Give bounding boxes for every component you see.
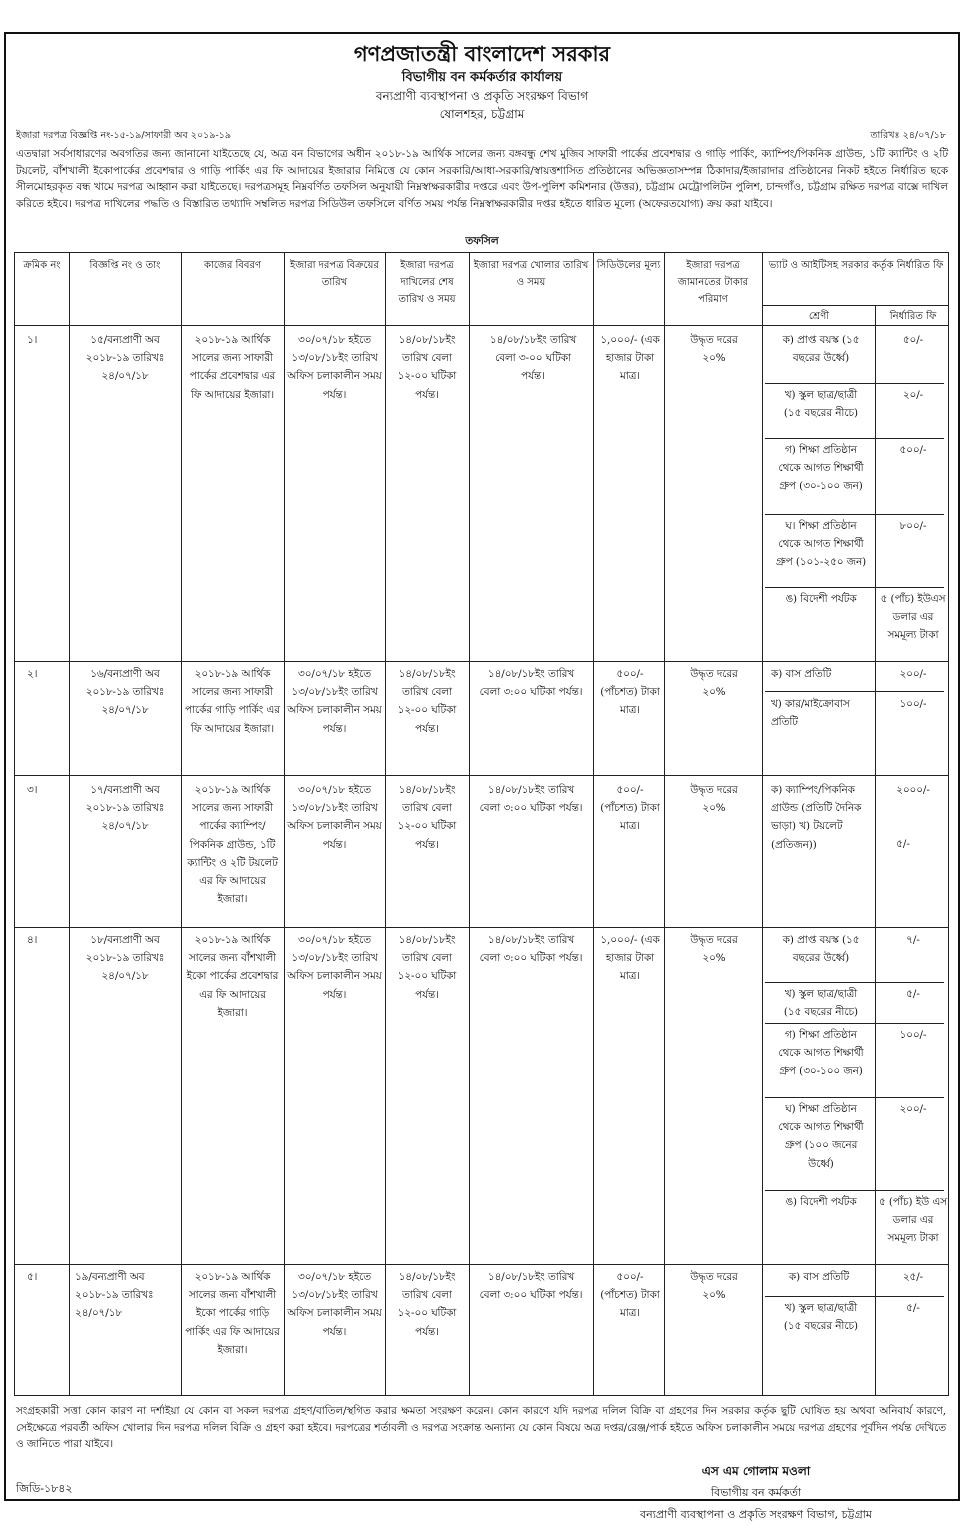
- row-security: উদ্ধৃত দরের ২০%: [690, 1271, 738, 1302]
- fee-category: খ) স্কুল ছাত্র/ছাত্রী (১৫ বছরের নীচে): [783, 389, 859, 420]
- division-name: বন্যপ্রাণী ব্যবস্থাপনা ও প্রকৃতি সংরক্ষণ বিভাগ: [375, 89, 589, 103]
- fee-amount: ৫/-: [906, 1302, 920, 1314]
- col-header-description: কাজের বিবরণ: [203, 260, 262, 271]
- row-serial: ৪।: [27, 934, 38, 946]
- row-sale-date: ৩০/০৭/১৮ হইতে ১৩/০৮/১৮ইং তারিখ অফিস চলাকালীন সময় পর্যন্ত।: [287, 668, 382, 735]
- row-sale-date: ৩০/০৭/১৮ হইতে ১৩/০৮/১৮ইং তারিখ অফিস চলাকালীন সময় পর্যন্ত।: [287, 934, 382, 1001]
- row-open-date: ১৪/০৮/১৮ইং তারিখ বেলা ৩-০০ ঘটিকা পর্যন্ত।: [489, 334, 577, 383]
- row-open-date: ১৪/০৮/১৮ইং তারিখ বেলা ৩:০০ ঘটিকা পর্যন্ত।: [479, 1271, 583, 1302]
- col-header-notice: বিজ্ঞপ্তি নং ও তাং: [89, 260, 161, 271]
- row-open-date: ১৪/০৮/১৮ইং তারিখ বেলা ৩:০০ ঘটিকা পর্যন্ত।: [479, 784, 583, 815]
- fee-amount: ২০০/-: [899, 1103, 927, 1115]
- reference-number: ইজারা দরপত্র বিজ্ঞপ্তি নং-১৫-১৯/সাফারী অব ২০১৯-১৯: [16, 130, 231, 141]
- office-location: ষোলশহর, চট্টগ্রাম: [439, 107, 525, 121]
- fee-category: গ) শিক্ষা প্রতিষ্ঠান থেকে আগত শিক্ষার্থী গ্রুপ (৩০-১০০ জন): [778, 1029, 864, 1078]
- row-serial: ৩।: [27, 784, 38, 796]
- office-title: বিভাগীয় বন কর্মকর্তার কার্যালয়: [401, 70, 563, 85]
- fee-category: ক) বাস প্রতিটি: [788, 1271, 850, 1283]
- fee-category: ক) প্রাপ্ত বয়স্ক (১৫ বছরের উর্ধ্বে): [782, 934, 860, 965]
- col-header-schedule-price: সিডিউলের মূল্য: [596, 260, 661, 271]
- fee-amount: ২০/-: [902, 389, 924, 401]
- fee-category: ক) প্রাপ্ত বয়স্ক (১৫ বছরের উর্ধ্বে): [782, 334, 860, 365]
- officer-office: বন্যপ্রাণী ব্যবস্থাপনা ও প্রকৃতি সংরক্ষণ বিভাগ, চট্টগ্রাম: [640, 1508, 872, 1521]
- schedule-table: [14, 252, 949, 1396]
- col-header-security: ইজারা দরপত্র জামানতের টাকার পরিমাণ: [677, 260, 749, 305]
- fee-amount: ৭/-: [906, 934, 920, 946]
- fee-amount: ২০০০/-: [896, 784, 930, 796]
- col-header-sale-date: ইজারা দরপত্র বিক্রয়ের তারিখ: [290, 260, 379, 288]
- govt-title: গণপ্রজাতন্ত্রী বাংলাদেশ সরকার: [353, 41, 611, 66]
- fee-amount: ৫০/-: [902, 334, 924, 346]
- reference-line: [16, 128, 946, 144]
- fee-category: খ) স্কুল ছাত্র/ছাত্রী (১৫ বছরের নীচে): [783, 988, 859, 1019]
- fee-amount: ১০০/-: [899, 1029, 927, 1041]
- row-notice: ১৯/বন্যপ্রাণী অব ২০১৮-১৯ তারিখঃ ২৪/০৭/১৮: [75, 1271, 154, 1320]
- row-security: উদ্ধৃত দরের ২০%: [690, 668, 738, 699]
- row-submit-date: ১৪/০৮/১৮ইং তারিখ বেলা ১২-০০ ঘটিকা পর্যন্ত।: [397, 934, 457, 1001]
- header: [6, 40, 958, 123]
- row-sale-date: ৩০/০৭/১৮ হইতে ১৩/০৮/১৮ইং তারিখ অফিস চলাকালীন সময় পর্যন্ত।: [287, 334, 382, 401]
- signature-block: [566, 1460, 946, 1526]
- row-security: উদ্ধৃত দরের ২০%: [690, 934, 738, 965]
- row-serial: ৫।: [27, 1271, 38, 1283]
- row-notice: ১৮/বন্যপ্রাণী অব ২০১৮-১৯ তারিখঃ ২৪/০৭/১৮: [85, 934, 165, 983]
- row-description: ২০১৮-১৯ আর্থিক সালের জন্য সাফারী পার্কের প্রবেশদ্বার এর ফি আদায়ের ইজারা।: [189, 334, 276, 401]
- col-header-fee: ভ্যাট ও আইটিসহ সরকার কর্তৃক নির্ধারিত ফি: [768, 260, 944, 271]
- fee-amount: ৫ (পাঁচ) ইউএস ডলার এর সমমূল্য টাকা: [880, 593, 946, 642]
- row-description: ২০১৮-১৯ আর্থিক সালের জন্য বাঁশখালী ইকো পার্কের গাড়ি পার্কিং এর ফি আদায়ের ইজারা।: [185, 1271, 280, 1356]
- fee-category: খ) কার/মাইক্রোবাস প্রতিটি: [771, 698, 850, 729]
- row-submit-date: ১৪/০৮/১৮ইং তারিখ বেলা ১২-০০ ঘটিকা পর্যন্ত।: [397, 784, 457, 851]
- row-serial: ২।: [27, 668, 38, 680]
- row-schedule-price: ৫০০/- (পাঁচশত) টাকা মাত্র।: [600, 784, 660, 833]
- row-open-date: ১৪/০৮/১৮ইং তারিখ বেলা ৩:০০ ঘটিকা পর্যন্ত।: [479, 668, 583, 699]
- fee-amount: ২০০/-: [899, 668, 927, 680]
- row-submit-date: ১৪/০৮/১৮ইং তারিখ বেলা ১২-০০ ঘটিকা পর্যন্ত।: [397, 334, 457, 401]
- notice-page: [4, 32, 960, 1521]
- row-sale-date: ৩০/০৭/১৮ হইতে ১৩/০৮/১৮ইং তারিখ অফিস চলাকালীন সময় পর্যন্ত।: [287, 1271, 382, 1338]
- officer-designation: বিভাগীয় বন কর্মকর্তা: [710, 1486, 802, 1499]
- row-security: উদ্ধৃত দরের ২০%: [690, 784, 738, 815]
- row-notice: ১৭/বন্যপ্রাণী অব ২০১৮-১৯ তারিখঃ ২৪/০৭/১৮: [85, 784, 165, 833]
- fee-category: ক) ক্যাম্পিং/পিকনিক গ্রাউন্ড (প্রতিটি দৈনিক ভাড়া) খ) টয়লেট (প্রতিজন)): [771, 784, 862, 851]
- fee-category: গ) শিক্ষা প্রতিষ্ঠান থেকে আগত শিক্ষার্থী গ্রুপ (৩০-১০০ জন): [778, 444, 864, 493]
- col-header-submit-date: ইজারা দরপত্র দাখিলের শেষ তারিখ ও সময়: [398, 260, 456, 305]
- row-security: উদ্ধৃত দরের ২০%: [690, 334, 738, 365]
- row-notice: ১৫/বন্যপ্রাণী অব ২০১৮-১৯ তারিখঃ ২৪/০৭/১৮: [85, 334, 165, 383]
- officer-name: এস এম গোলাম মওলা: [701, 1464, 811, 1478]
- row-sale-date: ৩০/০৭/১৮ হইতে ১৩/০৮/১৮ইং তারিখ অফিস চলাকালীন সময় পর্যন্ত।: [287, 784, 382, 851]
- gd-number: জিডি-১৮৪২: [16, 1482, 73, 1495]
- schedule-title: তফসিল: [465, 235, 499, 247]
- fee-amount: ৫/-: [906, 988, 920, 1000]
- fee-amount: ৫/-: [896, 838, 910, 850]
- row-submit-date: ১৪/০৮/১৮ইং তারিখ বেলা ১২-০০ ঘটিকা পর্যন্ত।: [397, 668, 457, 735]
- row-schedule-price: ৫০০/- (পাঁচশত) টাকা মাত্র।: [600, 668, 660, 717]
- fee-category: খ) স্কুল ছাত্র/ছাত্রী (১৫ বছরের নীচে): [783, 1302, 859, 1333]
- row-description: ২০১৮-১৯ আর্থিক সালের জন্য সাফারী পার্কের ক্যাম্পিং/পিকনিক গ্রাউন্ড, ১টি ক্যান্টিং ও ২টি টয়লেট এর ফি আদায়ের ইজারা।: [187, 784, 278, 906]
- terms-paragraph: সংগ্রহকারী সত্তা কোন কারণ না দর্শাইয়া যে কোন বা সকল দরপত্র গ্রহণ/বাতিল/স্থগিত করার ক্ষমতা সংরক্ষণ করেন। কোন কারণে যদি দরপত্র দলিল বিক্রি বা গ্রহণের দিন সরকার কর্তৃক ছুটি ঘোষিত হয় অথবা অনিবার্য কারণে, সেইক্ষেত্রে পরবর্তী অফিস খোলার দিন দরপত্র দলিল বিক্রি ও গ্রহণ করা হইবে। দরপত্রের শর্তাবলী ও দরপত্র সংক্রান্ত অন্যান্য যে কোন বিষয়ে অত্র দপ্তর/রেঞ্জ/পার্ক হইতে অফিস চলাকালীন সময়ে দরপত্র গ্রহণের পূর্বদিন পর্যন্ত দেখিতে ও জানিতে পারা যাইবে।: [16, 1405, 946, 1450]
- fee-category: ঘ) শিক্ষা প্রতিষ্ঠান থেকে আগত শিক্ষার্থী গ্রুপ (১০০ জনের উর্ধ্বে): [778, 1103, 864, 1170]
- fee-category: ঙ) বিদেশী পর্যটক: [785, 1196, 857, 1208]
- fee-amount: ৫ (পাঁচ) ইউ এস ডলার এর সমমূল্য টাকা: [878, 1196, 948, 1245]
- fee-amount: ৫০০/-: [899, 444, 927, 456]
- col-header-open-date: ইজারা দরপত্র খোলার তারিখ ও সময়: [473, 260, 589, 288]
- fee-amount: ২৫/-: [902, 1271, 924, 1283]
- fee-amount: ১০০/-: [899, 698, 927, 710]
- col-header-serial: ক্রমিক নং: [23, 260, 61, 271]
- row-schedule-price: ১,০০০/- (এক হাজার টাকা মাত্র।: [600, 934, 660, 983]
- fee-category: ঘ। শিক্ষা প্রতিষ্ঠান থেকে আগত শিক্ষার্থী গ্রুপ (১০১-২৫০ জন): [775, 520, 867, 569]
- row-notice: ১৬/বন্যপ্রাণী অব ২০১৮-১৯ তারিখঃ ২৪/০৭/১৮: [85, 668, 165, 717]
- fee-category: ক) বাস প্রতিটি: [771, 668, 832, 680]
- row-description: ২০১৮-১৯ আর্থিক সালের জন্য বাঁশখালী ইকো পার্কের প্রবেশদ্বার এর ফি আদায়ের ইজারা।: [186, 934, 279, 1019]
- intro-paragraph: এতদ্বারা সর্বসাধারণের অবগতির জন্য জানানো যাইতেছে যে, অত্র বন বিভাগের অধীন ২০১৮-১৯ আর্থিক সালের জন্য বঙ্গবন্ধু শেখ মুজিব সাফারী পার্কের প্রবেশদ্বার ও গাড়ি পার্কিং, ক্যাম্পিং/পিকনিক গ্রাউন্ড, ১টি ক্যান্টিং ও ২টি টয়লেট, বাঁশখালী ইকোপার্কের প্রবেশদ্বার ও গাড়ি পার্কিং এর ফি আদায়ের ইজারার নিমিত্তে যে কোন সরকারি/আধা-সরকারি/স্বায়ত্তশাসিত প্রতিষ্ঠানের অভিজ্ঞতাসম্পন্ন ঠিকাদার/ইজারাদার প্রতিষ্ঠানের নিকট হইতে নির্ধারিত ছকে সীলমোহরকৃত বন্ধ খামে দরপত্র আহ্বান করা যাইতেছে। দরপত্রসমূহ নিম্নবর্ণিত তফসিল অনুযায়ী নিম্নস্বাক্ষরকারীর দপ্তরে এবং উপ-পুলিশ কমিশনার (উত্তর), চট্টগ্রাম মেট্রোপলিটন পুলিশ, চান্দগাঁও, চট্টগ্রাম রক্ষিত দরপত্র বাক্সে দাখিল করিতে হইবে। দরপত্র দাখিলের পদ্ধতি ও বিস্তারিত তথ্যাদি সম্বলিত দরপত্র সিডিউল তফসিলে বর্ণিত সময় পর্যন্ত নিম্নস্বাক্ষরকারীর দপ্তর হইতে ধারিত মূল্যে (অফেরতযোগ্য) ক্রয় করা যাইবে।: [16, 148, 948, 210]
- row-schedule-price: ১,০০০/- (এক হাজার টাকা মাত্র।: [600, 334, 660, 383]
- row-serial: ১।: [27, 334, 38, 346]
- row-description: ২০১৮-১৯ আর্থিক সালের জন্য সাফারী পার্কের গাড়ি পার্কিং এর ফি আদায়ের ইজারা।: [185, 668, 280, 735]
- col-header-category: শ্রেণী: [808, 311, 830, 322]
- fee-amount: ৮০০/-: [899, 520, 927, 532]
- notice-date: তারিখঃ ২৪/০৭/১৮: [870, 130, 946, 141]
- col-header-fixed-fee: নির্ধারিত ফি: [889, 311, 937, 322]
- row-open-date: ১৪/০৮/১৮ইং তারিখ বেলা ৩:০০ ঘটিকা পর্যন্ত।: [479, 934, 583, 965]
- row-submit-date: ১৪/০৮/১৮ইং তারিখ বেলা ১২-০০ ঘটিকা পর্যন্ত।: [397, 1271, 457, 1338]
- row-schedule-price: ৫০০/- (পাঁচশত) টাকা মাত্র।: [600, 1271, 660, 1320]
- fee-category: ঙ) বিদেশী পর্যটক: [785, 593, 857, 605]
